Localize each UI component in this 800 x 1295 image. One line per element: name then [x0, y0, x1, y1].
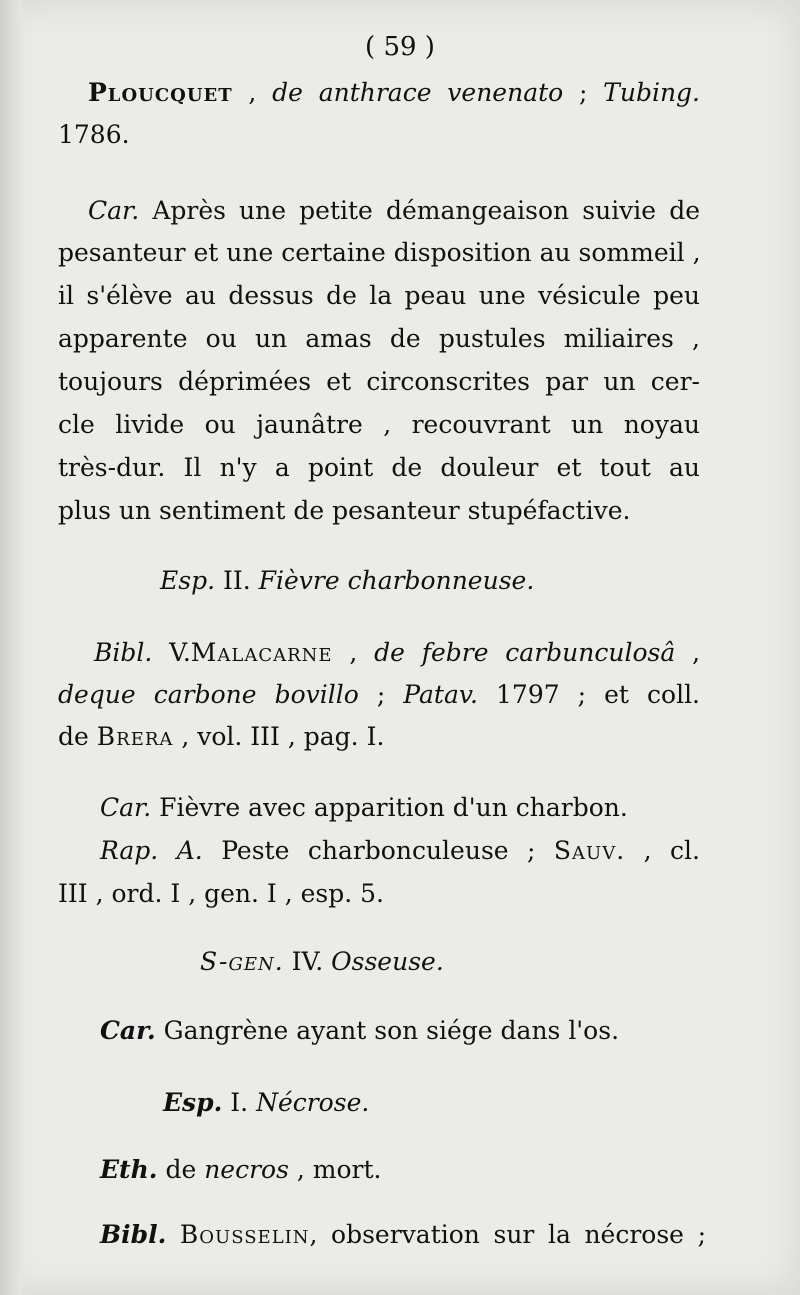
subgenus-heading: [200, 947, 700, 977]
eth-word: necros: [204, 1155, 289, 1184]
rap-text: Peste charbonculeuse: [221, 836, 509, 865]
car1-line-6: [58, 410, 700, 440]
car-label: Car.: [100, 793, 152, 822]
publication-place: Tubing.: [603, 78, 700, 107]
car1-line-1: [88, 196, 700, 226]
collection-ref: et coll.: [604, 680, 701, 709]
work-title: de anthrace venenato: [272, 78, 564, 107]
bibl-bousselin-line: [100, 1220, 706, 1250]
car2-line: [100, 793, 700, 823]
bibl-text: , observation sur la nécrose ;: [309, 1220, 706, 1249]
rap-line2: [58, 879, 700, 909]
car1-line-3: [58, 281, 700, 311]
car-text: très-dur. Il n'y a point de douleur et tout au: [58, 453, 700, 482]
page-number: [0, 32, 800, 62]
car-text: Fièvre avec apparition d'un charbon.: [159, 793, 628, 822]
species-heading-necrose: [163, 1088, 700, 1118]
car-text: pesanteur et une certaine disposition au sommeil ,: [58, 238, 701, 267]
volume-ref: vol. III , pag. I.: [197, 722, 385, 751]
ref-location: III , ord. I , gen. I , esp. 5.: [58, 879, 384, 908]
bibl-malacarne-line3: de Brera , vol. III , pag. I.: [58, 722, 385, 751]
publication-year: 1786.: [58, 120, 130, 149]
species-name: Nécrose.: [256, 1088, 370, 1117]
car-text: apparente ou un amas de pustules miliaires ,: [58, 324, 700, 353]
editor-name: Brera: [96, 722, 174, 751]
ref-author: Sauv.: [553, 836, 626, 865]
bibl-label: Bibl.: [94, 638, 153, 667]
rap-line1: Rap. A. Peste charbonculeuse ; Sauv. , cl.: [100, 836, 700, 865]
work-title: de febre carbunculosâ: [374, 638, 676, 667]
work-title: deque carbone bovillo: [58, 680, 359, 709]
eth-meaning: , mort.: [296, 1155, 382, 1184]
species-number: I.: [230, 1088, 249, 1117]
car-label: Car.: [88, 196, 140, 225]
bibl-malacarne-line1: Bibl. V.Malacarne , de febre carbunculosâ ,: [94, 638, 701, 667]
author-name: Ploucquet: [88, 78, 233, 107]
entry-ploucquet-line1: Ploucquet , de anthrace venenato ; Tubing.: [88, 78, 700, 107]
esp-label: Esp.: [160, 566, 216, 595]
car1-line-2: [58, 238, 700, 268]
subgenus-number: IV.: [291, 947, 324, 976]
rap-letter: A.: [176, 836, 203, 865]
author-name: Malacarne: [190, 638, 333, 667]
car-text: Après une petite démangeaison suivie de: [152, 196, 701, 225]
car1-line-8: [58, 496, 700, 526]
car-text: plus un sentiment de pesanteur stupéfactive.: [58, 496, 631, 525]
car1-line-4: [58, 324, 700, 354]
car-text: Gangrène ayant son siége dans l'os.: [163, 1016, 620, 1045]
eth-prefix: de: [165, 1155, 197, 1184]
eth-label: Eth.: [100, 1155, 158, 1184]
publication-place: Patav.: [403, 680, 478, 709]
species-name: Fièvre charbonneuse.: [258, 566, 535, 595]
car-text: cle livide ou jaunâtre , recouvrant un noyau: [58, 410, 700, 439]
bibl-label: Bibl.: [100, 1220, 167, 1249]
author-name: Bousselin: [179, 1220, 310, 1249]
subgenus-name: Osseuse.: [331, 947, 444, 976]
car1-line-7: [58, 453, 700, 483]
etymology-line: [100, 1155, 700, 1185]
page-gutter: [0, 0, 22, 1295]
entry-ploucquet-line2: [58, 120, 700, 150]
car-text: il s'élève au dessus de la peau une vésicule peu: [58, 281, 700, 310]
rap-label: Rap.: [100, 836, 159, 865]
esp-label: Esp.: [163, 1088, 223, 1117]
publication-year: 1797: [496, 680, 560, 709]
bibl-malacarne-line2: deque carbone bovillo ; Patav. 1797 ; et coll.: [58, 680, 701, 709]
page-number-text: ( 59 ): [365, 32, 435, 62]
species-number: II.: [222, 566, 251, 595]
editor-prefix: de: [58, 722, 89, 751]
car1-line-5: [58, 367, 700, 397]
car-label: Car.: [100, 1016, 156, 1045]
sgen-label: S-gen.: [200, 947, 284, 976]
author-initial: V.: [169, 638, 191, 667]
car3-line: [100, 1016, 700, 1046]
car-text: toujours déprimées et circonscrites par un cer-: [58, 367, 700, 396]
species-heading-fievre: [160, 566, 700, 596]
ref-class: cl.: [670, 836, 700, 865]
